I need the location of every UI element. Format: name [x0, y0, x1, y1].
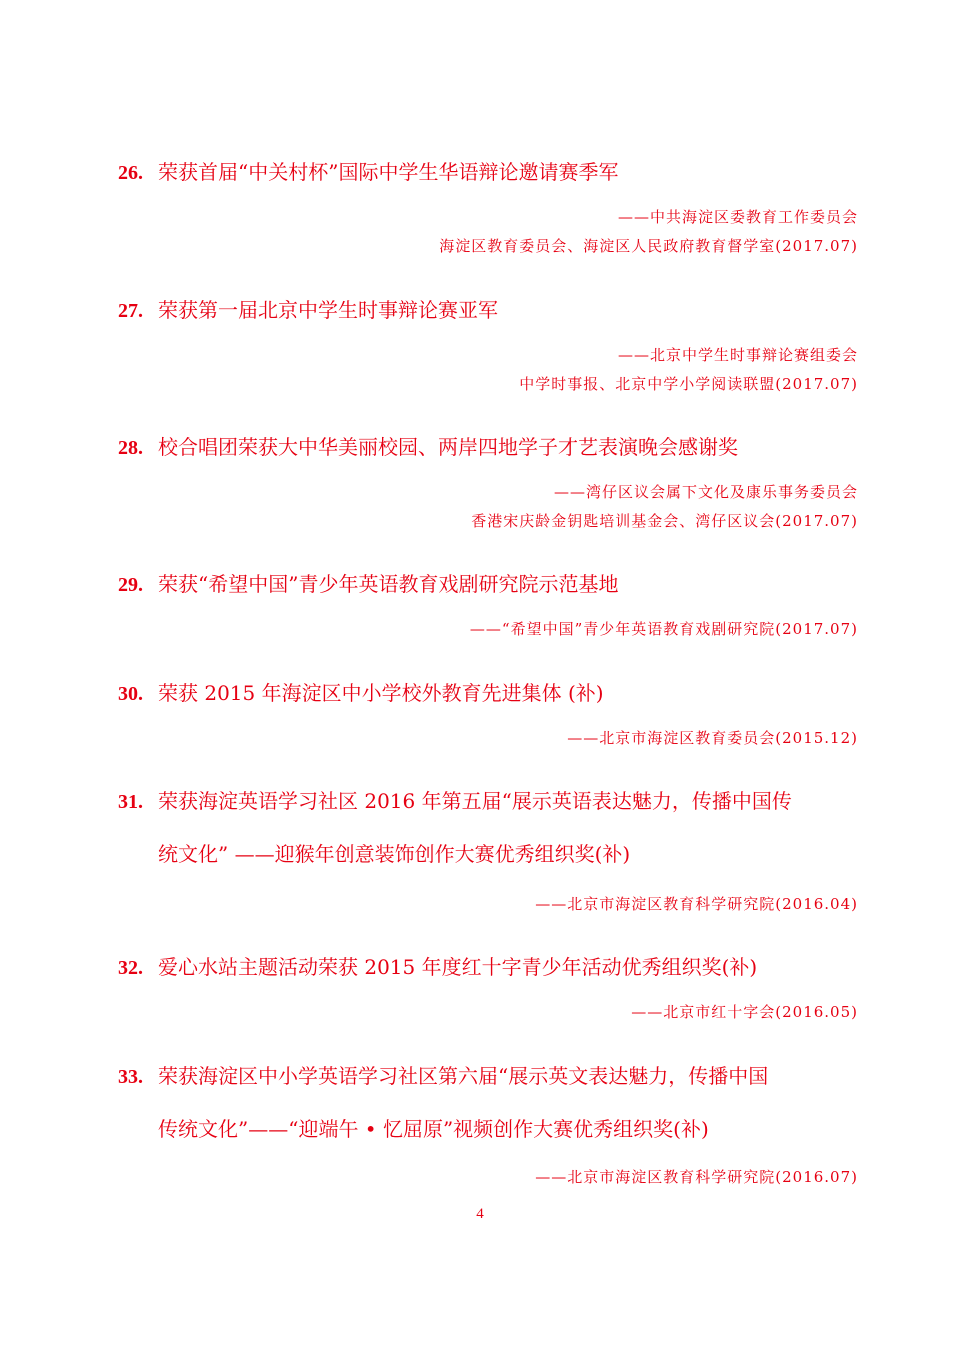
award-entry-32 — [118, 953, 858, 1027]
award-number: 28. — [118, 437, 143, 459]
award-number: 29. — [118, 574, 143, 596]
award-entry-28 — [118, 433, 858, 536]
award-title-text: 荣获首届“中关村杯”国际中学生华语辩论邀请赛季军 — [158, 160, 619, 184]
award-source: ——湾仔区议会属下文化及康乐事务委员会 — [553, 483, 858, 501]
award-title — [118, 296, 858, 324]
award-source: 海淀区教育委员会、海淀区人民政府教育督学室(2017.07) — [439, 237, 858, 255]
award-entry-29 — [118, 570, 858, 644]
award-title — [118, 158, 858, 186]
award-title-text: 校合唱团荣获大中华美丽校园、两岸四地学子才艺表演晚会感谢奖 — [158, 435, 738, 459]
award-source: ——“希望中国”青少年英语教育戏剧研究院(2017.07) — [469, 620, 858, 638]
award-title — [118, 679, 858, 707]
award-title — [118, 433, 858, 461]
award-entry-31 — [118, 787, 858, 919]
award-source: ——北京市红十字会(2016.05) — [631, 1003, 858, 1021]
award-title — [118, 953, 858, 981]
award-number: 26. — [118, 162, 143, 184]
award-number: 27. — [118, 300, 143, 322]
award-source: 中学时事报、北京中学小学阅读联盟(2017.07) — [519, 375, 858, 393]
page-number: 4 — [476, 1206, 484, 1222]
award-title — [118, 787, 858, 868]
award-source: ——北京市海淀区教育委员会(2015.12) — [567, 729, 858, 747]
award-title-text: 荣获 2015 年海淀区中小学校外教育先进集体 (补) — [158, 681, 604, 705]
award-title-line-1: 荣获海淀英语学习社区 2016 年第五届“展示英语表达魅力，传播中国传 — [158, 789, 792, 813]
award-source: ——北京市海淀区教育科学研究院(2016.04) — [535, 895, 858, 913]
award-title-text: 荣获“希望中国”青少年英语教育戏剧研究院示范基地 — [158, 572, 619, 596]
award-title-text: 荣获第一届北京中学生时事辩论赛亚军 — [158, 298, 498, 322]
award-entry-27 — [118, 296, 858, 399]
award-title — [118, 570, 858, 598]
award-title — [118, 1062, 858, 1143]
award-source: ——北京市海淀区教育科学研究院(2016.07) — [535, 1168, 858, 1186]
award-entry-26 — [118, 158, 858, 261]
award-entry-33 — [118, 1062, 858, 1192]
award-number: 31. — [118, 791, 143, 813]
award-number: 30. — [118, 683, 143, 705]
award-title-text: 爱心水站主题活动荣获 2015 年度红十字青少年活动优秀组织奖(补) — [158, 955, 758, 979]
award-number: 33. — [118, 1066, 143, 1088]
award-source: ——北京中学生时事辩论赛组委会 — [617, 346, 858, 364]
award-number: 32. — [118, 957, 143, 979]
award-title-line-2: 传统文化”——“迎端午 • 忆屈原”视频创作大赛优秀组织奖(补) — [158, 1117, 709, 1141]
award-title-line-1: 荣获海淀区中小学英语学习社区第六届“展示英文表达魅力，传播中国 — [158, 1064, 769, 1088]
award-source: ——中共海淀区委教育工作委员会 — [617, 208, 858, 226]
award-entry-30 — [118, 679, 858, 753]
award-source: 香港宋庆龄金钥匙培训基金会、湾仔区议会(2017.07) — [471, 512, 858, 530]
award-title-line-2: 统文化” ——迎猴年创意装饰创作大赛优秀组织奖(补) — [158, 842, 631, 866]
